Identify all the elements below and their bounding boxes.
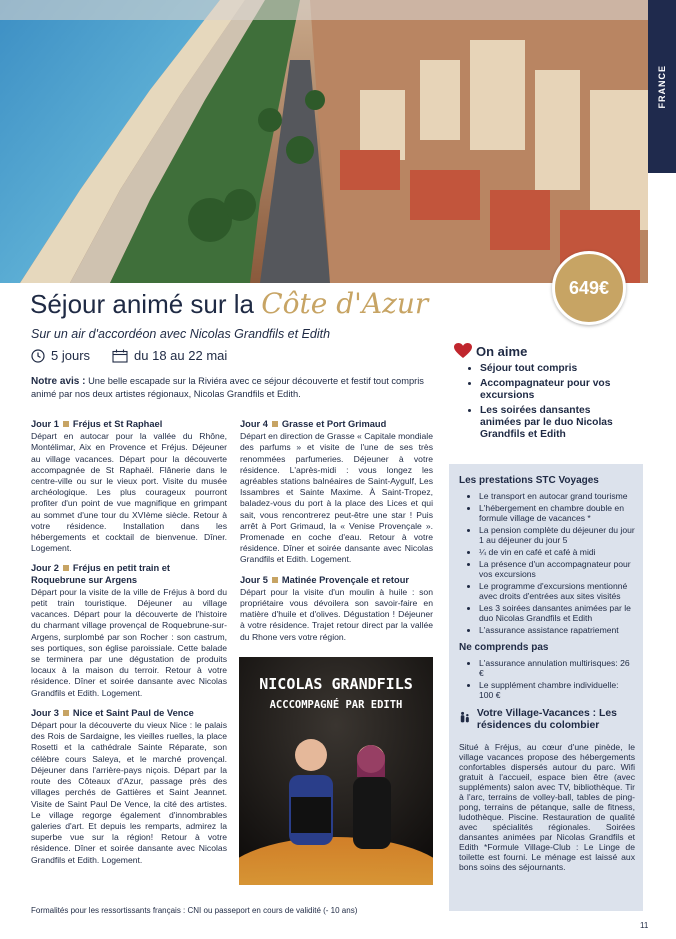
- day-text: Départ pour la découverte du vieux Nice : le palais des Rois de Sardaigne, les vieilles ruelles, la place Rosetti et la cathédrale Sainte Réparate, son célèbre cours Saleya, et le marché provençal. Déjeuner dans l'arrière-pays niçois. Départ par la route des Côteaux d'Azur, passage près des villages perchés de Gattières et Saint Jeannet. Visite de Saint Paul De Vence, la cité des artistes. Le village regorge également d'innombrables galeries d'art. Et depuis les remparts, admirez la superbe vue sur la région! Retour à votre résidence. Dîner et soirée dansante avec Nicolas Grandfils et Edith. Logement.: [31, 720, 227, 865]
- calendar-icon: [112, 349, 128, 363]
- heart-icon: [454, 343, 472, 359]
- info-panel: [449, 464, 643, 911]
- avis-label: Notre avis :: [31, 376, 86, 387]
- day-text: Départ en direction de Grasse « Capitale mondiale des parfums » et visite de l'une de ses très renommées parfumeries. Déjeuner à votre résidence. L'après-midi : vous longez les agréables stations balnéaires de Saint-Aygulf, Les Issambres et Sainte Maxime. À Saint-Tropez, baladez-vous du port à la place des Lices et qui sait, vous rencontrerez peut-être une star ! Puis arrêt à Port Grimaud, la « Venise Provençale ». Promenade en coche d'eau. Retour à votre résidence. Dîner et soirée dansante avec Nicolas Grandfils et Edith. Logement.: [240, 431, 433, 565]
- list-item: • ¼ de vin en café et café à midi: [479, 547, 635, 557]
- notre-avis: [31, 375, 436, 400]
- itinerary-column-1: [31, 419, 227, 875]
- day-title: Grasse et Port Grimaud: [281, 419, 387, 429]
- list-item: • Accompagnateur pour vos excursions: [480, 378, 634, 402]
- page-number: 11: [640, 921, 649, 930]
- day-2: [31, 563, 227, 698]
- hero-photo: [0, 0, 648, 283]
- artists-photo: [239, 657, 433, 885]
- clock-icon: [31, 349, 45, 363]
- village-title: Votre Village-Vacances : Les résidences du colombier: [476, 708, 617, 731]
- list-item: • La présence d'un accompagnateur pour vos excursions: [479, 559, 635, 579]
- list-item: • Le supplément chambre individuelle: 100 €: [479, 680, 635, 700]
- prestations-title: Les prestations STC Voyages: [459, 475, 599, 486]
- duration: 5 jours: [51, 348, 91, 363]
- square-bullet-icon: [63, 565, 69, 571]
- family-icon: [459, 708, 471, 726]
- trip-meta: [31, 348, 227, 363]
- list-item: • La pension complète du déjeuner du jour 1 au déjeuner du jour 5: [479, 525, 635, 545]
- square-bullet-icon: [63, 421, 69, 427]
- country-label: FRANCE: [657, 64, 667, 109]
- list-item: • L'hébergement en chambre double en formule village de vacances *: [479, 503, 635, 523]
- day-number: Jour 5: [240, 574, 268, 585]
- title-accent: Côte d'Azur: [261, 287, 429, 320]
- day-number: Jour 3: [31, 707, 59, 718]
- day-number: Jour 4: [240, 419, 268, 429]
- non-compris-list: [459, 658, 635, 700]
- day-text: Départ pour la visite de la ville de Fréjus à bord du petit train touristique. Déjeuner au village vacances. Départ pour la découverte de l'histoire du charmant village provençal de Roquebrune-sur-Argens, surplombé par son Rocher : son castrum, ses portiques, son église paroissiale. Cette balade se terminera par une dégustation de produits locaux à la maison du terroir. Retour à votre résidence. Dîner et soirée dansante avec Nicolas Grandfils et Edith. Logement.: [31, 586, 227, 698]
- day-title: Fréjus et St Raphael: [72, 419, 163, 429]
- day-text: Départ en autocar pour la vallée du Rhône, Montélimar, Aix en Provence et Fréjus. Déjeuner au village vacances. Départ pour la découverte accompagnée de St Raphaël. Flânerie dans le centre-ville ou sur le vieux port. Visite du musée archéologique. Les plus courageux pourront profiter d'un point de vue magnifique en grimpant au sommet d'une tour du XVIème siècle. Retour à votre résidence. Installation dans les hébergements et cocktail de bienvenue. Dîner. Logement.: [31, 431, 227, 554]
- day-text: Départ pour la visite d'un moulin à huile : son propriétaire vous dévoilera son savoir-faire en matière d'huile et d'olives. Dégustation ! Déjeuner à votre résidence. Trajet retour direct par la vallée du Rhone vers votre région.: [240, 586, 433, 642]
- list-item: • Séjour tout compris: [480, 363, 634, 375]
- day-4: [240, 419, 433, 566]
- list-item: • Les soirées dansantes animées par le duo Nicolas Grandfils et Edith: [480, 405, 634, 441]
- prestations-list: [459, 491, 635, 635]
- itinerary-column-2: [240, 419, 433, 652]
- price-value: 649€: [568, 277, 610, 298]
- non-compris-title: Ne comprends pas: [459, 642, 549, 653]
- square-bullet-icon: [272, 577, 278, 583]
- day-number: Jour 1: [31, 419, 59, 429]
- day-1: [31, 419, 227, 554]
- list-item: • Les 3 soirées dansantes animées par le duo Nicolas Grandfils et Edith: [479, 603, 635, 623]
- photo-caption-line2: ACCCOMPAGNÉ PAR EDITH: [269, 699, 403, 711]
- day-number: Jour 2: [31, 563, 59, 574]
- country-tab: [648, 0, 676, 173]
- village-header: [459, 708, 635, 732]
- list-item: • Le transport en autocar grand tourisme: [479, 491, 635, 501]
- list-item: • L'assurance annulation multirisques: 26 €: [479, 658, 635, 678]
- footnote: Formalités pour les ressortissants français : CNI ou passeport en cours de validité (- 10 ans): [31, 906, 358, 915]
- on-aime-title: On aime: [476, 343, 528, 359]
- list-item: • L'assurance assistance rapatriement: [479, 625, 635, 635]
- square-bullet-icon: [63, 710, 69, 716]
- square-bullet-icon: [272, 421, 278, 427]
- on-aime-section: [454, 343, 634, 444]
- photo-caption-line1: NICOLAS GRANDFILS: [259, 675, 413, 693]
- village-description: Situé à Fréjus, au cœur d'une pinède, le village vacances propose des hébergements confortables dispersés autour du parc. Wifi gratuit à l'accueil, espace bien être (avec suppléments) salon avec TV, bibliothèque. Tir à l'arc, terrains de volley-ball, tables de ping-pong, terrains de pétanque, salle de fitness, ludothèque. Piscine. Restauration de qualité avec spécialités régionales. Soirées dansantes animées par Nicolas Grandfils et Edith *Formule Village-Club : Le Linge de toilette est fourni. Le ménage est laissé aux bons soins des séjournants.: [459, 742, 635, 872]
- day-3: [31, 708, 227, 866]
- list-item: • Le programme d'excursions mentionné avec droits d'entrées aux sites visités: [479, 581, 635, 601]
- dates: du 18 au 22 mai: [134, 348, 228, 363]
- avis-text: Une belle escapade sur la Riviéra avec ce séjour découverte et festif tout compris animé par nos deux artistes régionaux, Nicolas Grandfils et Edith.: [31, 376, 424, 399]
- price-badge: [552, 251, 626, 325]
- day-title: Nice et Saint Paul de Vence: [72, 707, 194, 718]
- page-title: [30, 287, 428, 320]
- day-5: [240, 575, 433, 643]
- coastline-illustration: [0, 0, 648, 283]
- day-title: Matinée Provençale et retour: [281, 574, 410, 585]
- subtitle: Sur un air d'accordéon avec Nicolas Grandfils et Edith: [31, 327, 331, 341]
- on-aime-list: [454, 363, 634, 441]
- day-title: Fréjus en petit train et Roquebrune sur Argens: [31, 563, 171, 585]
- title-main: Séjour animé sur la: [30, 289, 254, 319]
